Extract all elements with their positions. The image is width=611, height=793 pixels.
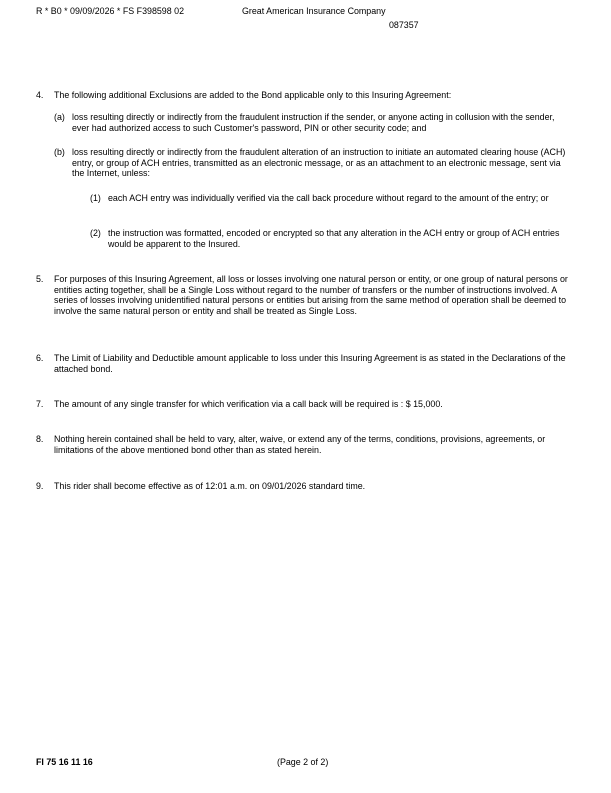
condition-text: each ACH entry was individually verified via the call back procedure without regard to the amount of the entry; or <box>108 193 549 203</box>
item-text: Nothing herein contained shall be held to vary, alter, waive, or extend any of the terms, conditions, provisions, agreements, or limitations of the above mentioned bond other than as stated herein. <box>54 434 546 455</box>
item-number: 4. <box>36 90 44 100</box>
item-text: The amount of any single transfer for which verification via a call back will be required is : $ 15,000. <box>54 399 443 409</box>
exclusion-text: loss resulting directly or indirectly from the fraudulent instruction if the sender, or anyone acting in collusion with the sender, ever had authorized access to such Customer's password, PIN or other security code; and <box>72 112 555 133</box>
exclusion-label: (a) <box>54 112 65 122</box>
exclusion-label: (b) <box>54 147 65 157</box>
item-number: 9. <box>36 481 44 491</box>
header-company-name: Great American Insurance Company <box>242 6 386 16</box>
footer-form-number: FI 75 16 11 16 <box>36 757 93 767</box>
item-number: 6. <box>36 353 44 363</box>
exclusion-text: loss resulting directly or indirectly from the fraudulent alteration of an instruction to initiate an automated clearing house (ACH) entry, or group of ACH entries, transmitted as an electronic message, or as an attachment to an electronic message, sent via the Internet, unless: <box>72 147 566 179</box>
header-code-line: R * B0 * 09/09/2026 * FS F398598 02 <box>36 6 185 16</box>
item-number: 5. <box>36 274 44 284</box>
item-text: This rider shall become effective as of 12:01 a.m. on 09/01/2026 standard time. <box>54 481 366 491</box>
condition-text: the instruction was formatted, encoded or encrypted so that any alteration in the ACH entry or group of ACH entries would be apparent to the Insured. <box>108 228 560 249</box>
item-text: For purposes of this Insuring Agreement, all loss or losses involving one natural person or entity, or one group of natural persons or entities acting together, shall be a Single Loss without regard to the number of transfers or the number of instructions involved. A series of losses involving unidentified natural persons or entities but arising from the same method of operation shall be deemed to involve the same natural person or entity and shall be treated as Single Loss. <box>54 274 568 316</box>
condition-label: (2) <box>90 228 101 238</box>
condition-label: (1) <box>90 193 101 203</box>
item-text: The following additional Exclusions are added to the Bond applicable only to this Insuring Agreement: <box>54 90 452 100</box>
item-number: 7. <box>36 399 44 409</box>
item-text: The Limit of Liability and Deductible amount applicable to loss under this Insuring Agreement is as stated in the Declarations of the attached bond. <box>54 353 566 374</box>
footer-page-number: (Page 2 of 2) <box>277 757 329 767</box>
header-document-number: 087357 <box>389 20 419 30</box>
item-number: 8. <box>36 434 44 444</box>
